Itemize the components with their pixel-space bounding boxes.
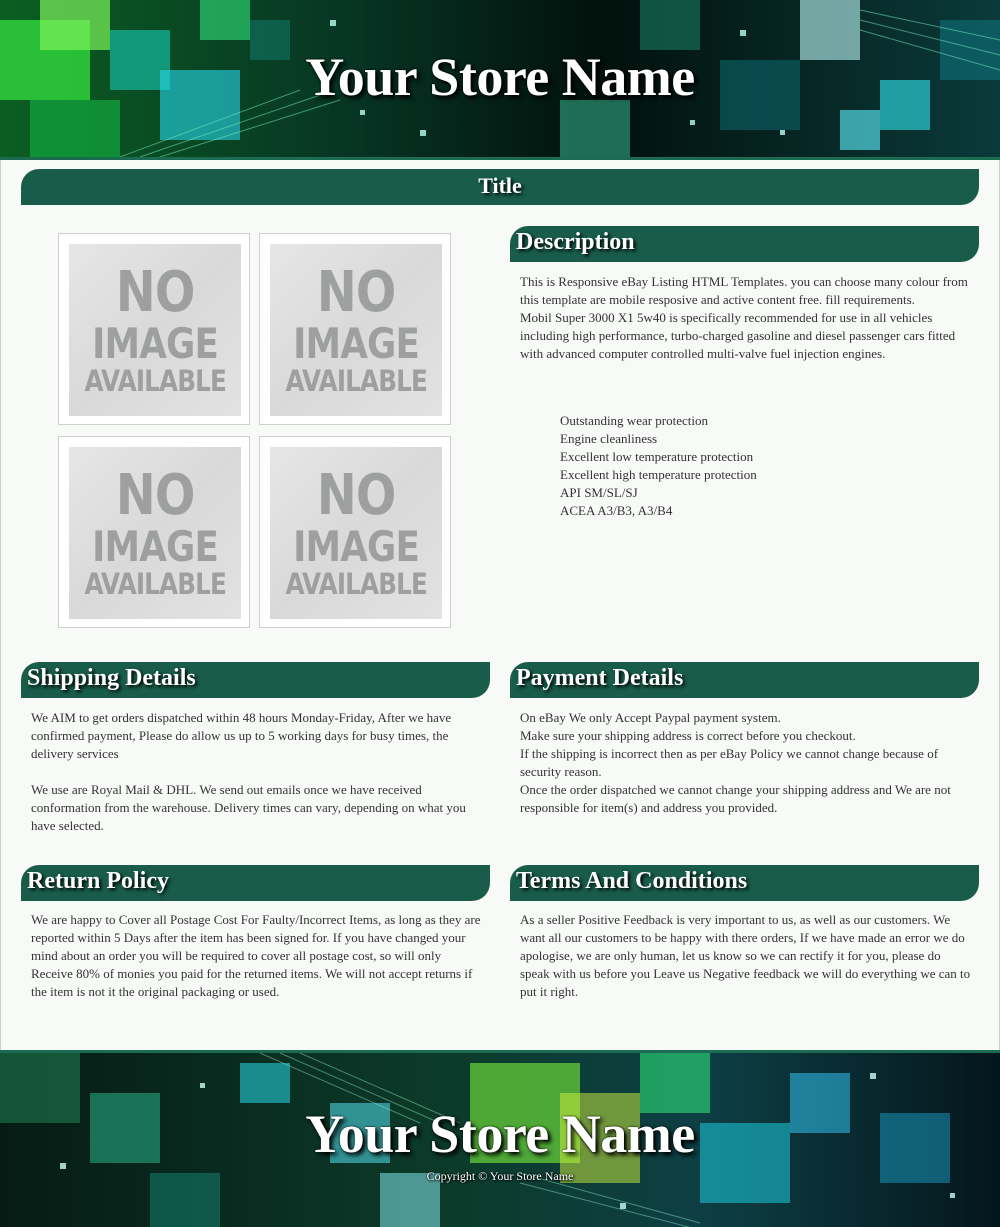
- placeholder-text: AVAILABLE: [84, 363, 226, 398]
- placeholder-text: IMAGE: [92, 318, 218, 368]
- listing-title: Title: [21, 169, 979, 205]
- list-item: Excellent low temperature protection: [560, 449, 754, 464]
- product-image[interactable]: [259, 436, 451, 628]
- return-policy-paragraph: We are happy to Cover all Postage Cost For Faulty/Incorrect Items, as long as they are reported within 5 Days after the item has been signed for. If you have changed your mind about an order you will be required to cover all postage cost, so will only Receive 80% of monies you paid for the returned items. We will not accept returns if the item is not it the original packaging or used.: [31, 912, 481, 999]
- terms-text: [520, 911, 972, 1001]
- placeholder-text: IMAGE: [293, 318, 419, 368]
- return-policy-text: [31, 911, 481, 1001]
- placeholder-text: AVAILABLE: [285, 363, 427, 398]
- terms-paragraph: As a seller Positive Feedback is very important to us, as well as our customers. We want all our customers to be happy with there orders, If we have made an error we do apologise, we are only human, let us know so we can rectify it for you, please do speak with us before you Leave us Negative feedback we will do everything we can to put it right.: [520, 912, 971, 999]
- placeholder-text: NO: [115, 259, 195, 325]
- return-policy-heading: Return Policy: [21, 865, 490, 901]
- copyright-text: Copyright © Your Store Name: [426, 1169, 574, 1183]
- list-item: API SM/SL/SJ: [560, 485, 638, 500]
- placeholder-text: NO: [316, 259, 396, 325]
- description-heading: Description: [510, 226, 979, 262]
- payment-line: On eBay We only Accept Paypal payment system.: [520, 710, 781, 725]
- payment-text: [520, 709, 970, 817]
- no-image-placeholder: [69, 447, 241, 619]
- shipping-heading: Shipping Details: [21, 662, 490, 698]
- product-image[interactable]: [58, 436, 250, 628]
- list-item: Outstanding wear protection: [560, 413, 709, 428]
- header-banner: [0, 0, 1000, 160]
- list-item: Excellent high temperature protection: [560, 467, 757, 482]
- placeholder-text: AVAILABLE: [84, 566, 226, 601]
- product-image[interactable]: [259, 233, 451, 425]
- placeholder-text: AVAILABLE: [285, 566, 427, 601]
- footer-banner: [0, 1050, 1000, 1227]
- payment-line: If the shipping is incorrect then as per eBay Policy we cannot change because of security reason.: [520, 746, 939, 779]
- footer-store-name: Your Store Name: [305, 1104, 695, 1164]
- description-line: This is Responsive eBay Listing HTML Templates. you can choose many colour from: [520, 274, 968, 289]
- terms-heading: Terms And Conditions: [510, 865, 979, 901]
- no-image-placeholder: [270, 447, 442, 619]
- payment-line: Make sure your shipping address is correct before you checkout.: [520, 728, 856, 743]
- placeholder-text: NO: [115, 462, 195, 528]
- shipping-paragraph: We use are Royal Mail & DHL. We send out emails once we have received conformation from the warehouse. Delivery times can vary, depending on what you have selected.: [31, 782, 466, 833]
- description-text: [520, 273, 970, 363]
- product-image[interactable]: [58, 233, 250, 425]
- feature-list: [560, 412, 757, 520]
- placeholder-text: NO: [316, 462, 396, 528]
- shipping-paragraph: We AIM to get orders dispatched within 48 hours Monday-Friday, After we have confirmed payment, Please do allow us up to 5 working days for busy times, the delivery services: [31, 710, 452, 761]
- no-image-placeholder: [69, 244, 241, 416]
- placeholder-text: IMAGE: [293, 521, 419, 571]
- no-image-placeholder: [270, 244, 442, 416]
- list-item: Engine cleanliness: [560, 431, 658, 446]
- payment-heading: Payment Details: [510, 662, 979, 698]
- payment-line: Once the order dispatched we cannot change your shipping address and We are not responsible for item(s) and address you provided.: [520, 782, 951, 815]
- listing-body: [0, 160, 1000, 1050]
- store-name: Your Store Name: [305, 47, 695, 107]
- description-line: this template are mobile resposive and active content free. fill requirements.: [520, 292, 915, 307]
- list-item: ACEA A3/B3, A3/B4: [560, 503, 673, 518]
- description-line: Mobil Super 3000 X1 5w40 is specifically recommended for use in all vehicles including high performance, turbo-charged gasoline and diesel passenger cars fitted with advanced computer controlled multi-valve fuel injection engines.: [520, 310, 956, 361]
- shipping-text: [31, 709, 481, 835]
- placeholder-text: IMAGE: [92, 521, 218, 571]
